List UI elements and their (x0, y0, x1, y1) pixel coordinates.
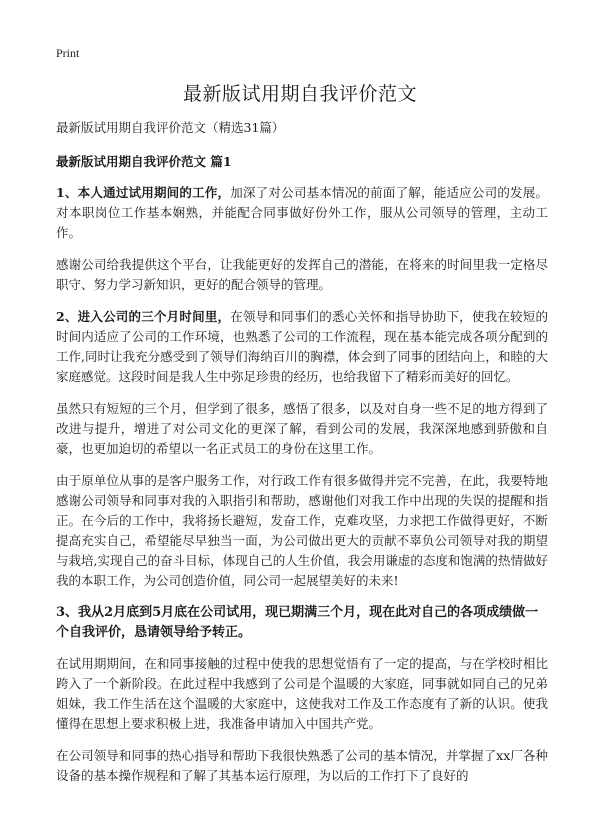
paragraph-3-text: 在领导和同事们的悉心关怀和指导协助下，使我在较短的时间内适应了公司的工作环境，也熟悉了公司的工作流程，现在基本能完成各项分配到的工作,同时让我充分感受到了领导们海纳百川的胸襟，体会到了同事的团结向上，和睦的大家庭感觉。这段时间是我人生中弥足珍贵的经历，也给我留下了精彩而美好的回忆。 (56, 309, 548, 384)
paragraph-1-text: 加深了对公司基本情况的前面了解，能适应公司的发展。对本职岗位工作基本娴熟，并能配合同事做好份外工作，服从公司领导的管理，主动工作。 (56, 185, 548, 240)
paragraph-2: 感谢公司给我提供这个平台，让我能更好的发挥自己的潜能，在将来的时间里我一定格尽职守、努力学习新知识，更好的配合领导的管理。 (56, 257, 548, 292)
paragraph-1 (56, 183, 548, 243)
paragraph-5: 由于原单位从事的是客户服务工作，对行政工作有很多做得并完不完善，在此，我要特地感谢公司领导和同事对我的入职指引和帮助，感谢他们对我工作中出现的失误的提醒和指正。在今后的工作中，我将扬长避短，发奋工作，克难攻坚，力求把工作做得更好，不断提高充实自己，希望能尽早独当一面，为公司做出更大的贡献不辜负公司领导对我的期望与栽培,实现自己的奋斗目标，体现自己的人生价值，我会用谦虚的态度和饱满的热情做好我的本职工作，为公司创造价值，同公司一起展望美好的未来! (56, 473, 548, 588)
document-body (56, 118, 548, 798)
page-title: 最新版试用期自我评价范文 (182, 83, 417, 105)
paragraph-3-lead: 2、进入公司的三个月时间里， (56, 309, 231, 324)
print-label: Print (56, 46, 80, 60)
paragraph-3 (56, 307, 548, 387)
paragraph-4: 虽然只有短短的三个月，但学到了很多，感悟了很多，以及对自身一些不足的地方得到了改进与提升，增进了对公司文化的更深了解，看到公司的发展，我深深地感到骄傲和自豪，也更加迫切的希望以一名正式员工的身份在这里工作。 (56, 401, 548, 456)
paragraph-6: 在试用期期间，在和同事接触的过程中使我的思想觉悟有了一定的提高，与在学校时相比跨入了一个新阶段。在此过程中我感到了公司是个温暖的大家庭，同事就如同自己的兄弟姐妹，我工作生活在这个温暖的大家庭中，这使我对工作及工作态度有了新的认识。使我懂得在思想上要求积极上进，我准备申请加入中国共产党。 (56, 656, 548, 731)
section-heading: 最新版试用期自我评价范文 篇1 (56, 154, 232, 169)
document-subtitle: 最新版试用期自我评价范文（精选31篇） (56, 120, 285, 135)
paragraph-1-lead: 1、本人通过试用期间的工作， (56, 185, 231, 200)
paragraph-heading-3: 3、我从2月底到5月底在公司试用，现已期满三个月，现在此对自己的各项成绩做一个自我评价，恳请领导给予转正。 (56, 605, 539, 640)
paragraph-7: 在公司领导和同事的热心指导和帮助下我很快熟悉了公司的基本情况，并掌握了xx厂各种设备的基本操作规程和了解了其基本运行原理，为以后的工作打下了良好的 (56, 748, 548, 783)
